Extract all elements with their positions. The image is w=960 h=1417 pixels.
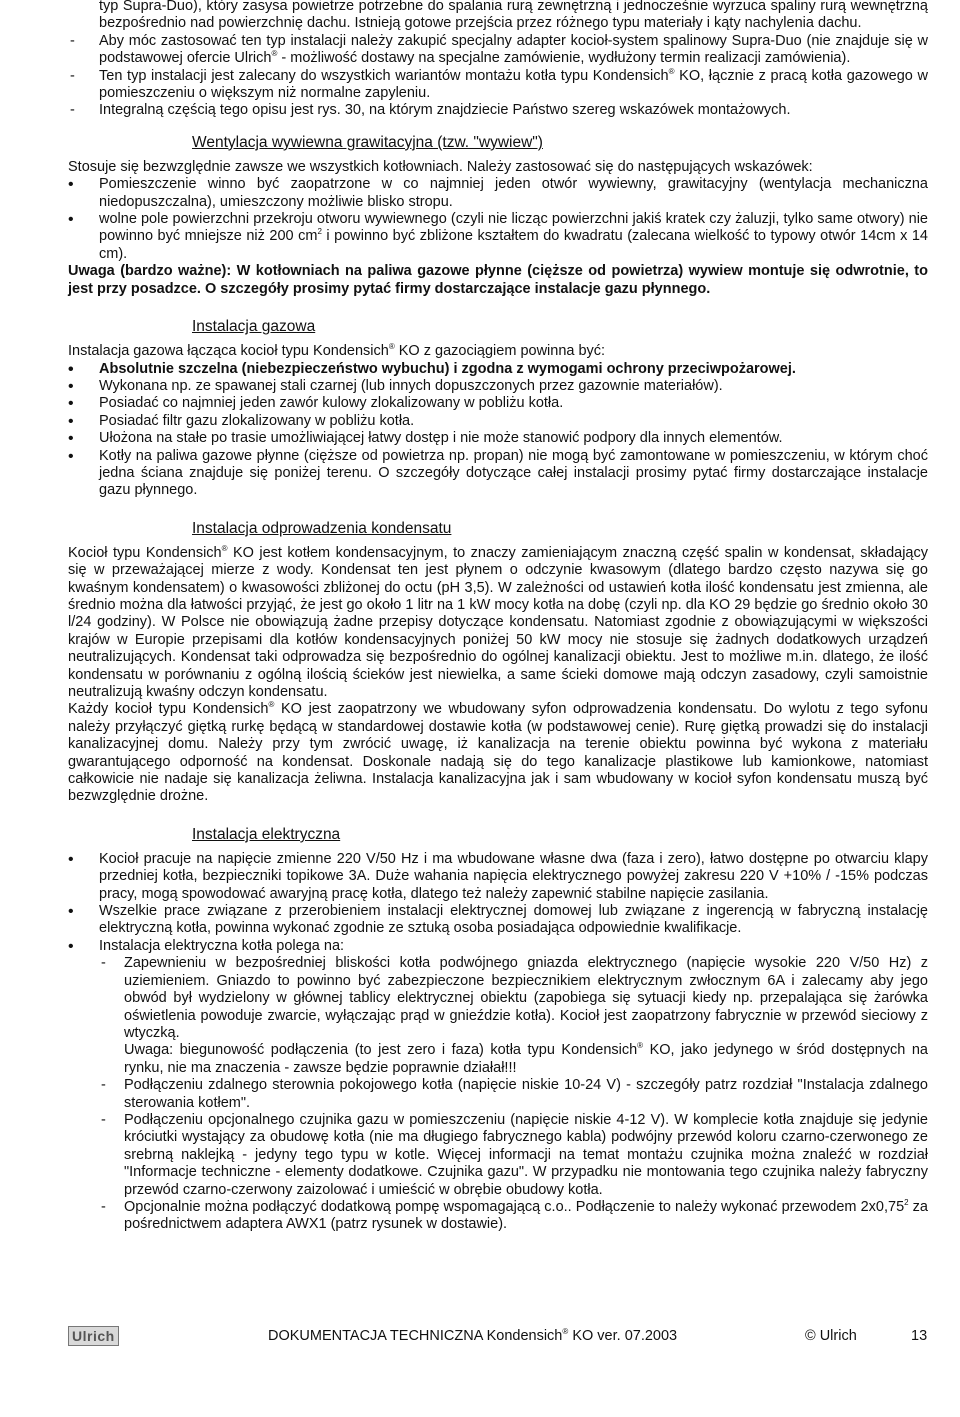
gas-item: • Posiadać co najmniej jeden zawór kulowy zlokalizowany w pobliżu kotła.	[68, 395, 928, 412]
electric-bullet: • Kocioł pracuje na napięcie zmienne 220 V/50 Hz i ma wbudowane własne dwa (faza i zero), łatwo dostępne po otwarciu klapy przedniej kotła, bezpieczniki topikowe 3A. Duże wahania napięcia elektrycznego powyżej zakresu 220 V +10% / -15% podczas pracy, mogą spowodować awaryjną pracę kotła, dlatego też należy zapewnić stabilne napięcie zasilania.	[68, 851, 928, 903]
electric-bullet: • Instalacja elektryczna kotła polega na:	[68, 938, 928, 955]
page-number: 13	[911, 1328, 928, 1344]
gas-lead: Instalacja gazowa łącząca kocioł typu Kondensich® KO z gazociągiem powinna być:	[68, 342, 606, 360]
electric-sub-item: - Opcjonalnie można podłączyć dodatkową pompę wspomagającą c.o.. Podłączenie to należy wykonać przewodem 2x0,75$^2$ za pośrednictwem adaptera AWX1 (patrz rysunek w dostawie).	[68, 1199, 928, 1234]
section-heading-electric: Instalacja elektryczna	[192, 825, 341, 843]
gas-item: • Absolutnie szczelna (niebezpieczeństwo wybuchu) i zgodna z wymogami ochrony przeciwpożarowej.	[68, 361, 928, 378]
intro-dash-item: - Ten typ instalacji jest zalecany do wszystkich wariantów montażu kotła typu Kondensich® KO, łącznie z pracą kotła gazowego w pomieszczeniu o większym niż normalne zapyleniu.	[68, 68, 928, 103]
gas-item: • Posiadać filtr gazu zlokalizowany w pobliżu kotła.	[68, 413, 928, 430]
intro-dash-item: - Aby móc zastosować ten typ instalacji należy zakupić specjalny adapter kocioł-system spalinowy Supra-Duo (nie znajduje się w podstawowej ofercie Ulrich® - możliwość dostawy na specjalne zamówienie, wydłużony termin realizacji zamówienia).	[68, 33, 928, 68]
section-heading-ventilation: Wentylacja wywiewna grawitacyjna (tzw. "wywiew")	[192, 133, 543, 151]
ventilation-bullet: • wolne pole powierzchni przekroju otworu wywiewnego (czyli nie licząc powierzchni jakiś kratek czy żaluzji, tylko same otwory) nie powinno być mniejsze niż 200 $cm^2$ i powinno być zbliżone kształtem do kwadratu (zalecana wielkość to typowy otwór 14cm x 14 cm).	[68, 211, 928, 263]
condensate-paragraph: Każdy kocioł typu Kondensich® KO jest zaopatrzony we wbudowany syfon odprowadzenia kondensatu. Do wylotu z tego syfonu należy przyłączyć giętką rurkę będącą w standardowej dostawie kotła (w podstawowej cenie). Rurę giętką prowadzi się do instalacji kanalizacyjnej domu. Należy przy tym zwrócić uwagę, iż kanalizacja na terenie obiektu powinna być wykona z materiału gwarantującego odporność na kondensat. Doskonale nadają się do tego kanalizacje plastikowe lub kamionkowe, natomiast całkowicie nie nadaje się kanalizacja żeliwna. Instalacja kanalizacyjna jak i sam wbudowany w kocioł syfon kondensatu muszą być bezwzględnie drożne.	[68, 700, 928, 805]
ulrich-logo: Ulrich	[68, 1326, 119, 1346]
electric-sub-item: - Podłączeniu zdalnego sterownia pokojowego kotła (napięcie niskie 10-24 V) - szczegóły patrz rozdział "Instalacja zdalnego sterowania kotłem".	[68, 1077, 928, 1112]
page-body	[68, 0, 928, 1234]
electric-sub-item: - Podłączeniu opcjonalnego czujnika gazu w pomieszczeniu (napięcie niskie 4-12 V). W komplecie kotła znajduje się jedynie króciutki wystający za obudowę kotła (nie ma długiego fabrycznego kabla) podwójny przewód koloru czarno-czerwonego ze srebrną naklejką - jedyny tego typu w kotle. Więcej informacji na temat montażu czujnika można znaleźć w rozdział "Informacje techniczne - elementy dodatkowe. Czujnika gazu". W przypadku nie montowania tego czujnika należy fabryczny przewód czarno-czerwony zaizolować i umieścić w obrębie obudowy kotła.	[68, 1112, 928, 1199]
gas-item: • Wykonana np. ze spawanej stali czarnej (lub innych dopuszczonych przez gazownie materiałów).	[68, 378, 928, 395]
electric-sub-note: Uwaga: biegunowość podłączenia (to jest zero i faza) kotła typu Kondensich® KO, jako jedynego w śród dostępnych na rynku, nie ma znaczenia - zawsze będzie poprawnie działał!!!	[124, 1041, 928, 1076]
condensate-paragraph: Kocioł typu Kondensich® KO jest kotłem kondensacyjnym, to znaczy zamieniającym znaczną część spalin w kondensat, składający się w przeważającej mierze z wody. Kondensat ten jest płynem o odczynie kwasowym (dlatego bardzo często nazywa się go kwaśnym kondensatem) o kwasowości zbliżonej do octu (pH 3,5). W zależności od ustawień kotła ilość kondensatu jest zmienna, ale średnio można dla łatwości przyjąć, że jest go około 1 litr na 1 kW mocy kotła na dobę (czyli np. dla KO 29 będzie go średnio około 30 l/24 godziny). W Polsce nie obowiązują żadne przepisy dotyczące kondensatu. Natomiast zgodnie z obowiązującymi w większości krajów w Europie przepisami dla kotłów kondensacyjnych poniżej 50 kW mocy nie stosuje się żadnych dodatkowych urządzeń neutralizujących. Kondensat taki odprowadza się bezpośrednio do ogólnej kanalizacji obiektu. Jest to możliwe m.in. dlatego, że ilość kondensatu w porównaniu z ogólną ilością ścieków jest niewielka, a same ścieki domowe mają odczyn zasadowy, czyli samoistnie neutralizują kwaśny odczyn kondensatu.	[68, 543, 928, 700]
gas-item: • Ułożona na stałe po trasie umożliwiającej łatwy dostęp i nie może stanowić podpory dla innych elementów.	[68, 430, 928, 447]
intro-continuation: typ Supra-Duo), który zasysa powietrze potrzebne do spalania rurą zewnętrzną i jednocześnie wyrzuca spaliny rurą wewnętrzną bezpośrednio nad powierzchnię dachu. Istnieją gotowe przejścia przez różnego typu materiały i kąty nachylenia dachu.	[99, 0, 928, 32]
page-footer	[68, 1326, 928, 1346]
ventilation-warning: Uwaga (bardzo ważne): W kotłowniach na paliwa gazowe płynne (cięższe od powietrza) wywiew montuje się odwrotnie, to jest przy posadzce. O szczegóły prosimy pytać firmy dostarczające instalacje gazu płynnego.	[68, 263, 928, 297]
section-heading-condensate: Instalacja odprowadzenia kondensatu	[192, 519, 452, 537]
ventilation-lead: Stosuje się bezwzględnie zawsze we wszystkich kotłowniach. Należy zastosować się do następujących wskazówek:	[68, 158, 813, 175]
electric-bullet: • Wszelkie prace związane z przerobieniem instalacji elektrycznej domowej lub związane z ingerencją w fabryczną instalację elektryczną kotła, powinna wykonać zgodnie ze sztuką osoba posiadająca odpowiednie kwalifikacje.	[68, 903, 928, 938]
footer-copyright: © Ulrich	[805, 1328, 857, 1344]
section-heading-gas: Instalacja gazowa	[192, 318, 316, 336]
ventilation-bullet: • Pomieszczenie winno być zaopatrzone w co najmniej jeden otwór wywiewny, grawitacyjny (wentylacja mechaniczna niedopuszczalna), umieszczony możliwie blisko stropu.	[68, 176, 928, 211]
footer-document-title: DOKUMENTACJA TECHNICZNA Kondensich® KO ver. 07.2003	[268, 1327, 678, 1344]
intro-dash-item: - Integralną częścią tego opisu jest rys. 30, na którym znajdziecie Państwo szereg wskazówek montażowych.	[68, 102, 928, 119]
electric-sub-item: - Zapewnieniu w bezpośredniej bliskości kotła podwójnego gniazda elektrycznego (napięcie wysokie 220 V/50 Hz) z uziemieniem. Gniazdo to powinno być zabezpieczone bezpiecznikiem elektrycznym zwłocznym 6A i zalecamy aby jego obwód był wydzielony w głównej tablicy elektrycznej obiektu (zapobiega się sytuacji kiedy np. przepalająca się żarówka oświetlenia powoduje zwarcie, wyłączając prąd w gnieździe kotła). Kocioł jest zaopatrzony fabrycznie w przewód sieciowy z wtyczką.	[68, 955, 928, 1042]
gas-item: • Kotły na paliwa gazowe płynne (cięższe od powietrza np. propan) nie mogą być zamontowane w pomieszczeniu, w którym choć jedna ściana znajduje się poniżej terenu. O szczegóły dotyczące całej instalacji prosimy pytać firmy dostarczające instalacje gazu płynnego.	[68, 448, 928, 500]
